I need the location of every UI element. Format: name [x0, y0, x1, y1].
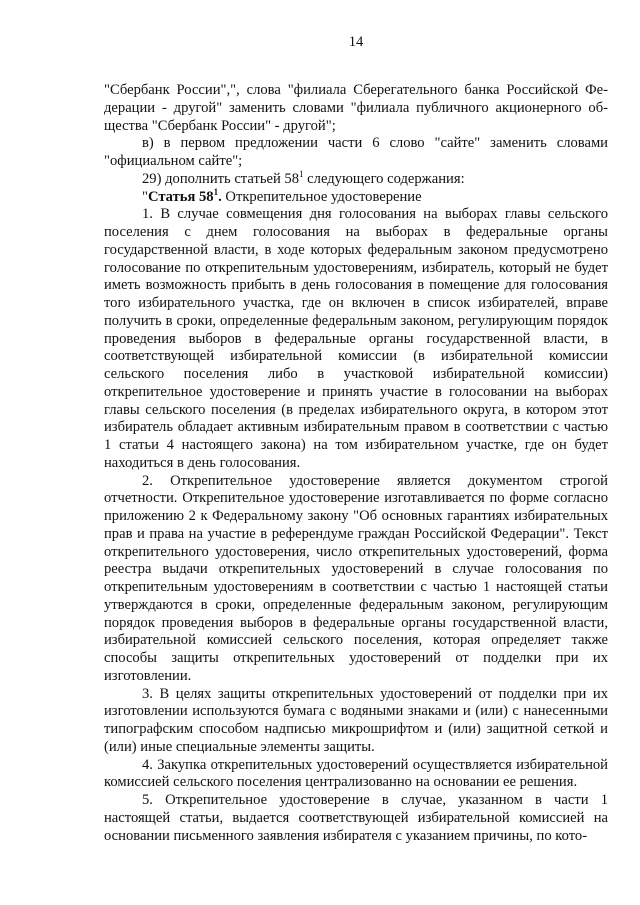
item-v: в) в первом предложении части 6 слово "сайте" заменить словами "официальном сайте"; [104, 135, 608, 169]
paragraph-1: 1. В случае совмещения дня голосования на выборах главы сельского поселения с днем голосования на выборах в федеральные органы государственной власти, в ходе которых федеральным законом предусмотрено голосование по открепительным удостоверениям, избиратель, который не будет иметь возможность прибыть в день голосования в помещение для голосования того избирательного участка, где он включен в список избирателей, вправе получить в сроки, определенные федеральным законом, регулирующим порядок проведения выборов в федеральные органы государственной власти, в соответствующей избирательной комиссии (в избирательной комиссии сельского поселения либо в участковой избирательной комиссии) открепительное удостоверение и принять участие в голосовании на выборах главы сельского поселения (в пределах избирательного округа, в котором этот избиратель обладает активным избирательным правом в соответствии с частью 1 статьи 4 настоящего закона) на том избирательном участке, где он будет находиться в день голосования. [104, 206, 608, 471]
paragraph-5: 5. Открепительное удостоверение в случае, указанном в части 1 настоящей статьи, выдается соответствующей избирательной комиссией на основании письменного заявления избирателя с указанием причины, по кото- [104, 792, 608, 844]
article-name: Открепительное удостоверение [221, 188, 422, 205]
amendment-line-2: дерации - другой" заменить словами "филиала публичного акционерного об- [104, 99, 608, 116]
article-open-quote: " [142, 188, 148, 205]
item-29-superscript: 1 [299, 168, 304, 179]
page-number: 14 [348, 34, 364, 50]
paragraph-3: 3. В целях защиты открепительных удостоверений от подделки при их изготовлении используются бумага с водяными знаками и (или) с нанесенными типографским способом надписью микрошрифтом и (или) защитной сеткой и (или) иные специальные элементы защиты. [104, 685, 608, 755]
amendment-line-3: щества "Сбербанк России" - другой"; [104, 117, 336, 134]
amendment-line-1: "Сбербанк России",", слова "филиала Сберегательного банка Российской Фе- [104, 82, 608, 98]
amendment-continuation [104, 82, 608, 135]
paragraph-2: 2. Открепительное удостоверение является документом строгой отчетности. Открепительное удостоверение изготавливается по форме согласно приложению 2 к Федеральному закону "Об основных гарантиях избирательных прав и права на участие в референдуме граждан Российской Федерации". Текст открепительного удостоверения, число открепительных удостоверений, форма реестра выдачи открепительных удостоверений в случае голосования по открепительным удостоверениям в соответствии с частью 1 настоящей статьи утверждаются в сроки, определенные федеральным законом, регулирующим порядок проведения выборов в федеральные органы государственной власти, избирательной комиссией сельского поселения, которая определяет также способы защиты открепительных удостоверений от подделки при их изготовлении. [104, 472, 608, 684]
item-29-text: 29) дополнить статьей 58 [142, 170, 300, 187]
article-title: Статья $58^1$. [147, 186, 222, 205]
paragraph-4: 4. Закупка открепительных удостоверений осуществляется избирательной комиссией сельского поселения централизованно на основании ее решения. [104, 756, 608, 791]
article-superscript: 1 [213, 186, 219, 197]
item-29-tail: следующего содержания: [303, 170, 465, 187]
item-29 [104, 168, 608, 189]
document-page [104, 34, 608, 845]
article-heading [104, 186, 608, 207]
